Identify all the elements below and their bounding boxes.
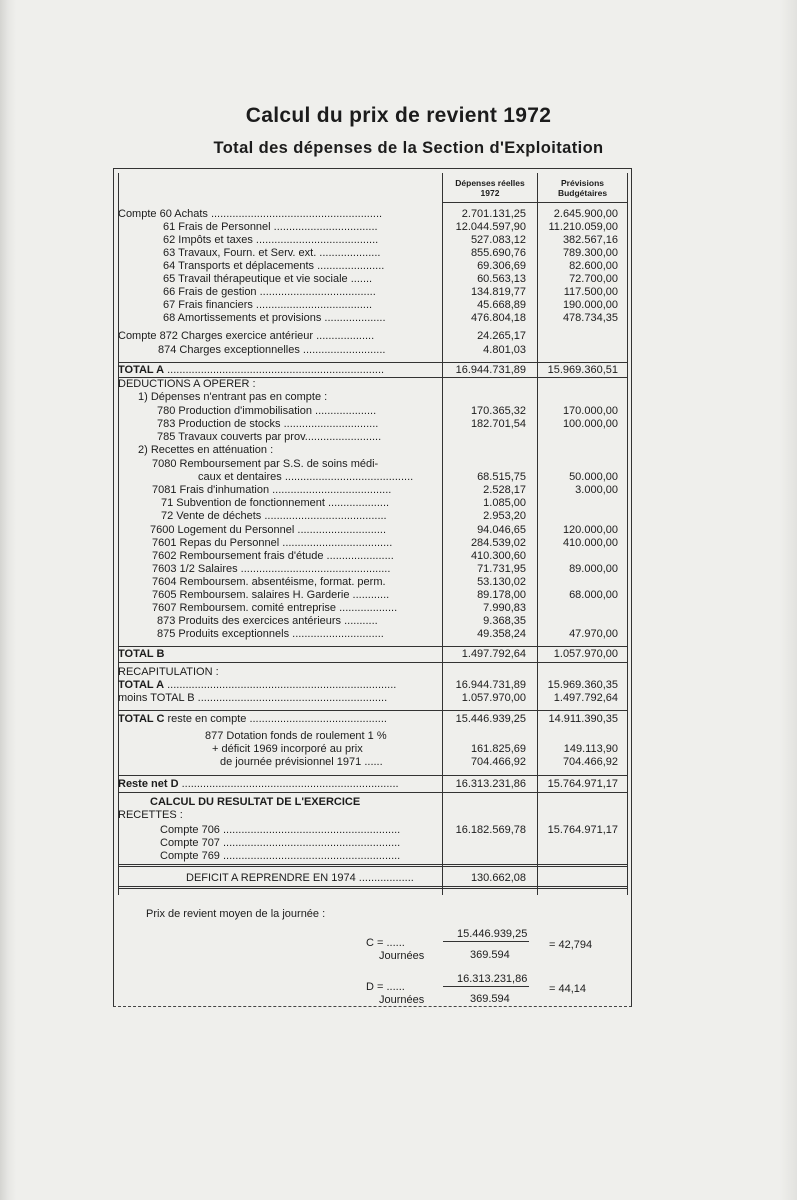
budget-amount: 149.113,90 — [563, 743, 618, 755]
budget-amount: 704.466,92 — [562, 756, 618, 768]
formula-d-denominator: 369.594 — [470, 993, 510, 1005]
budget-amount: 15.764.971,17 — [547, 778, 618, 790]
budget-amount: 190.000,00 — [562, 299, 618, 311]
column-divider — [537, 173, 538, 895]
formula-c-label: C = ...... — [366, 937, 405, 949]
row-label: 7081 Frais d'inhumation ....................................... — [152, 484, 392, 496]
budget-amount: 50.000,00 — [569, 471, 618, 483]
budget-amount: 410.000,00 — [562, 537, 618, 549]
actual-amount: 410.300,60 — [470, 550, 526, 562]
actual-amount: 170.365,32 — [470, 405, 526, 417]
actual-amount: 704.466,92 — [470, 756, 526, 768]
actual-amount: 4.801,03 — [483, 344, 526, 356]
row-label: 62 Impôts et taxes ........................................ — [163, 234, 379, 246]
actual-amount: 1.497.792,64 — [461, 648, 526, 660]
column-divider — [442, 173, 443, 895]
budget-amount: 120.000,00 — [562, 524, 618, 536]
actual-amount: 16.944.731,89 — [455, 364, 526, 376]
actual-amount: 94.046,65 — [477, 524, 526, 536]
column-header-line: Prévisions — [561, 178, 604, 188]
column-header-actual — [443, 178, 537, 198]
actual-amount: 49.358,24 — [477, 628, 526, 640]
actual-amount: 53.130,02 — [477, 576, 526, 588]
row-label: Compte 706 .......................................................... — [160, 824, 401, 836]
actual-amount: 16.313.231,86 — [455, 778, 526, 790]
column-header-line: Dépenses réelles — [455, 178, 525, 188]
row-label: 783 Production de stocks ............................... — [157, 418, 379, 430]
row-label: 68 Amortissements et provisions .................... — [163, 312, 386, 324]
actual-amount: 60.563,13 — [477, 273, 526, 285]
budget-amount: 15.969.360,51 — [547, 364, 618, 376]
column-header-line: Budgétaires — [557, 188, 608, 198]
budget-amount: 100.000,00 — [562, 418, 618, 430]
budget-amount: 14.911.390,35 — [548, 713, 618, 725]
actual-amount: 16.182.569,78 — [455, 824, 526, 836]
budget-amount: 2.645.900,00 — [553, 208, 618, 220]
row-label: 72 Vente de déchets ........................................ — [161, 510, 387, 522]
budget-amount: 478.734,35 — [562, 312, 618, 324]
actual-amount: 1.057.970,00 — [461, 692, 526, 704]
budget-amount: 3.000,00 — [575, 484, 618, 496]
actual-amount: 7.990,83 — [483, 602, 526, 614]
actual-amount: 134.819,77 — [470, 286, 526, 298]
formula-c-days-label: Journées — [379, 950, 425, 962]
row-label: 71 Subvention de fonctionnement .................... — [161, 497, 390, 509]
total-rule — [118, 792, 628, 793]
row-label — [118, 364, 438, 376]
total-rule — [118, 362, 628, 363]
row-label: 64 Transports et déplacements ...................... — [163, 260, 385, 272]
row-label: caux et dentaires .......................................... — [198, 471, 414, 483]
actual-amount: 2.528,17 — [483, 484, 526, 496]
actual-amount: 12.044.597,90 — [455, 221, 526, 233]
row-label: CALCUL DU RESULTAT DE L'EXERCICE — [150, 796, 361, 808]
total-rule — [118, 775, 628, 776]
budget-amount: 382.567,16 — [562, 234, 618, 246]
row-label: moins TOTAL B .............................................................. — [118, 692, 388, 704]
row-label: + déficit 1969 incorporé au prix — [212, 743, 363, 755]
page-subtitle: Total des dépenses de la Section d'Exploitation — [213, 139, 604, 157]
actual-amount: 2.953,20 — [483, 510, 526, 522]
total-rule — [118, 710, 628, 711]
budget-amount: 15.969.360,35 — [547, 679, 618, 691]
formula-c-numerator: 15.446.939,25 — [457, 928, 528, 940]
row-label: 780 Production d'immobilisation .................... — [157, 405, 377, 417]
actual-amount: 1.085,00 — [483, 497, 526, 509]
row-label: RECETTES : — [118, 809, 183, 821]
actual-amount: 855.690,76 — [470, 247, 526, 259]
formula-d-days-label: Journées — [379, 994, 425, 1006]
row-label: 785 Travaux couverts par prov......................... — [157, 431, 382, 443]
row-label: Compte 769 .......................................................... — [160, 850, 401, 862]
double-rule — [118, 864, 628, 867]
row-label: 63 Travaux, Fourn. et Serv. ext. .................... — [163, 247, 381, 259]
budget-amount: 789.300,00 — [562, 247, 618, 259]
row-label-emphasis: TOTAL A — [118, 364, 165, 376]
formula-c-fraction-bar — [443, 941, 529, 942]
row-label: DEDUCTIONS A OPERER : — [118, 378, 256, 390]
budget-amount: 1.057.970,00 — [553, 648, 618, 660]
row-label: 7600 Logement du Personnel ............................. — [150, 524, 387, 536]
header-rule — [442, 202, 628, 203]
average-cost-intro: Prix de revient moyen de la journée : — [146, 908, 326, 920]
formula-c-denominator: 369.594 — [470, 949, 510, 961]
actual-amount: 68.515,75 — [477, 471, 526, 483]
row-label: 7601 Repas du Personnel .................................... — [152, 537, 393, 549]
double-rule — [118, 886, 628, 889]
budget-amount: 68.000,00 — [569, 589, 618, 601]
total-rule — [118, 662, 628, 663]
actual-amount: 527.083,12 — [470, 234, 526, 246]
row-label — [118, 713, 438, 725]
actual-amount: 16.944.731,89 — [455, 679, 526, 691]
row-label: 7604 Remboursem. absentéisme, format. perm. — [152, 576, 386, 588]
actual-amount: 69.306,69 — [477, 260, 526, 272]
total-rule — [118, 646, 628, 647]
row-label: 7607 Remboursem. comité entreprise ................... — [152, 602, 398, 614]
actual-amount: 9.368,35 — [483, 615, 526, 627]
actual-amount: 24.265,17 — [477, 330, 526, 342]
budget-amount: 47.970,00 — [569, 628, 618, 640]
row-label-emphasis: Reste net D — [118, 778, 179, 790]
formula-c-result: = 42,794 — [549, 939, 593, 951]
actual-amount: 161.825,69 — [470, 743, 526, 755]
row-label: Compte 872 Charges exercice antérieur ................... — [118, 330, 375, 342]
row-label-leader: ....................................................................... — [164, 364, 385, 376]
page-title: Calcul du prix de revient 1972 — [245, 104, 552, 127]
formula-d-fraction-bar — [443, 986, 529, 987]
row-label-leader: ....................................................................... — [178, 778, 399, 790]
budget-amount: 1.497.792,64 — [553, 692, 618, 704]
budget-amount: 11.210.059,00 — [548, 221, 618, 233]
row-label: 874 Charges exceptionnelles ........................... — [158, 344, 386, 356]
row-label-emphasis: TOTAL A — [118, 679, 165, 691]
column-divider — [627, 173, 628, 895]
actual-amount: 45.668,89 — [477, 299, 526, 311]
budget-amount: 15.764.971,17 — [547, 824, 618, 836]
actual-amount: 130.662,08 — [470, 872, 526, 884]
row-label: 7603 1/2 Salaires ................................................. — [152, 563, 391, 575]
actual-amount: 2.701.131,25 — [461, 208, 526, 220]
budget-amount: 89.000,00 — [569, 563, 618, 575]
formula-d-label: D = ...... — [366, 981, 405, 993]
row-label: 7080 Remboursement par S.S. de soins médi- — [152, 458, 379, 470]
row-label: 61 Frais de Personnel .................................. — [163, 221, 378, 233]
row-label: 7602 Remboursement frais d'étude ...................... — [152, 550, 394, 562]
row-label: DEFICIT A REPRENDRE EN 1974 .................. — [186, 872, 414, 884]
row-label: 873 Produits des exercices antérieurs ........... — [157, 615, 378, 627]
column-header-budget — [538, 178, 627, 198]
actual-amount: 15.446.939,25 — [455, 713, 526, 725]
formula-d-numerator: 16.313.231,86 — [457, 973, 528, 985]
budget-amount: 72.700,00 — [569, 273, 618, 285]
row-label — [118, 648, 438, 660]
budget-amount: 117.500,00 — [563, 286, 618, 298]
actual-amount: 89.178,00 — [477, 589, 526, 601]
row-label-emphasis: TOTAL B — [118, 648, 165, 660]
row-label — [118, 778, 438, 790]
row-label: 65 Travail thérapeutique et vie sociale ....... — [163, 273, 373, 285]
row-label: 875 Produits exceptionnels .............................. — [157, 628, 384, 640]
row-label: RECAPITULATION : — [118, 666, 219, 678]
row-label — [118, 679, 438, 691]
budget-amount: 170.000,00 — [562, 405, 618, 417]
row-label: Compte 60 Achats ........................................................ — [118, 208, 383, 220]
row-label-leader: ........................................................................... — [164, 679, 397, 691]
row-label: Compte 707 .......................................................... — [160, 837, 401, 849]
actual-amount: 476.804,18 — [470, 312, 526, 324]
row-label-leader: reste en compte ............................................. — [164, 713, 387, 725]
actual-amount: 182.701,54 — [470, 418, 526, 430]
row-label: 7605 Remboursem. salaires H. Garderie ............ — [152, 589, 390, 601]
row-label: de journée prévisionnel 1971 ...... — [220, 756, 383, 768]
row-label: 1) Dépenses n'entrant pas en compte : — [138, 391, 328, 403]
row-label: 877 Dotation fonds de roulement 1 % — [205, 730, 387, 742]
row-label-emphasis: TOTAL C — [118, 713, 165, 725]
formula-d-result: = 44,14 — [549, 983, 587, 995]
actual-amount: 284.539,02 — [470, 537, 526, 549]
row-label: 66 Frais de gestion ...................................... — [163, 286, 376, 298]
column-header-line: 1972 — [480, 188, 500, 198]
row-label: 2) Recettes en atténuation : — [138, 444, 274, 456]
budget-amount: 82.600,00 — [569, 260, 618, 272]
row-label: 67 Frais financiers ...................................... — [163, 299, 373, 311]
actual-amount: 71.731,95 — [477, 563, 526, 575]
